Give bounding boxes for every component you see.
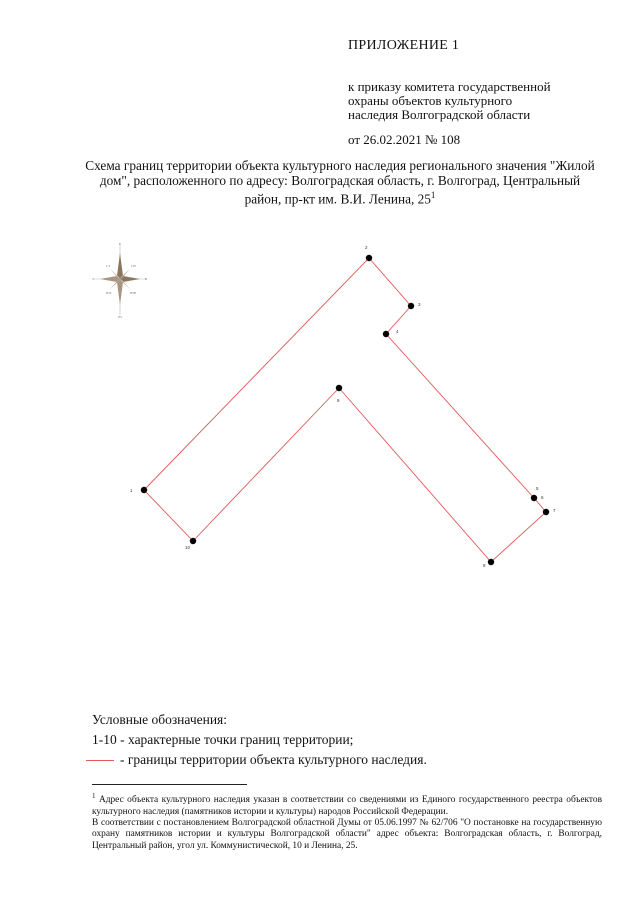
appendix-number: ПРИЛОЖЕНИЕ 1 — [348, 38, 460, 53]
legend-boundary-swatch — [86, 760, 114, 761]
compass-label: Ю — [118, 315, 122, 319]
boundary-line — [144, 258, 546, 562]
footnote-reference: 1 — [430, 190, 436, 200]
legend-points-text: 1-10 - характерные точки границ территории; — [92, 732, 354, 747]
order-line: к приказу комитета государственной — [348, 79, 551, 94]
compass-label: ЮЗ — [106, 291, 112, 295]
footnote-mark: 1 — [92, 792, 96, 800]
legend-line-row — [86, 752, 427, 768]
compass-label: СЗ — [106, 264, 111, 268]
footnote-paragraph — [92, 791, 602, 818]
boundary-point — [366, 255, 372, 261]
boundary-point — [190, 538, 196, 544]
boundary-point — [488, 559, 494, 565]
boundary-point — [141, 487, 147, 493]
legend-heading: Условные обозначения: — [92, 712, 228, 727]
legend-line-text: - границы территории объекта культурного наследия. — [120, 752, 427, 767]
boundary-point-label: 4 — [396, 329, 399, 334]
boundary-point-label: 3 — [418, 302, 421, 307]
compass-label: ЮВ — [130, 291, 136, 295]
compass-rose-icon — [92, 242, 148, 319]
boundary-point-label: 1 — [130, 488, 133, 493]
boundary-point — [336, 385, 342, 391]
order-line: охраны объектов культурного — [348, 93, 513, 108]
boundary-point — [543, 509, 549, 515]
boundary-point-label: 2 — [365, 245, 368, 250]
boundary-point-label: 8 — [483, 563, 486, 568]
footnote-paragraph: В соответствии с постановлением Волгоградской областной Думы от 05.06.1997 № 62/706 "О постановке на государственную охрану памятников истории и культуры Волгоградской области" адрес объекта: Волгоградская область, г. Волгоград, Центральный район, угол ул. Коммунистической, 10 и Ленина, 25. — [92, 817, 602, 851]
boundary-point-label: 10 — [185, 545, 191, 550]
boundary-point-label: 5 — [536, 486, 539, 491]
footnote — [92, 791, 602, 852]
order-date: от 26.02.2021 № 108 — [348, 132, 461, 147]
compass-label: С — [118, 242, 122, 246]
footnote-divider — [92, 784, 247, 785]
compass-label: З — [92, 277, 94, 281]
compass-label: СВ — [131, 264, 136, 268]
compass-label: В — [145, 277, 148, 281]
boundary-point-label: 7 — [553, 508, 556, 513]
boundary-point-label: 6 — [541, 495, 544, 500]
boundary-point-label: 9 — [337, 398, 340, 403]
boundary-point — [383, 331, 389, 337]
boundary-point — [408, 303, 414, 309]
scheme-title-text: Схема границ территории объекта культурного наследия регионального значения "Жилой дом", расположенного по адресу: Волгоградская область, г. Волгоград, Центральный район, пр-кт им. В.И. Ленина, 25 — [85, 158, 595, 207]
boundary-point — [531, 495, 537, 501]
footnote-text: Адрес объекта культурного наследия указан в соответствии со сведениями из Единого государственного реестра объектов культурного наследия (памятников истории и культуры) народов Российской Федерации. — [92, 795, 603, 817]
order-line: наследия Волгоградской области — [348, 107, 531, 122]
characteristic-points — [130, 245, 556, 568]
